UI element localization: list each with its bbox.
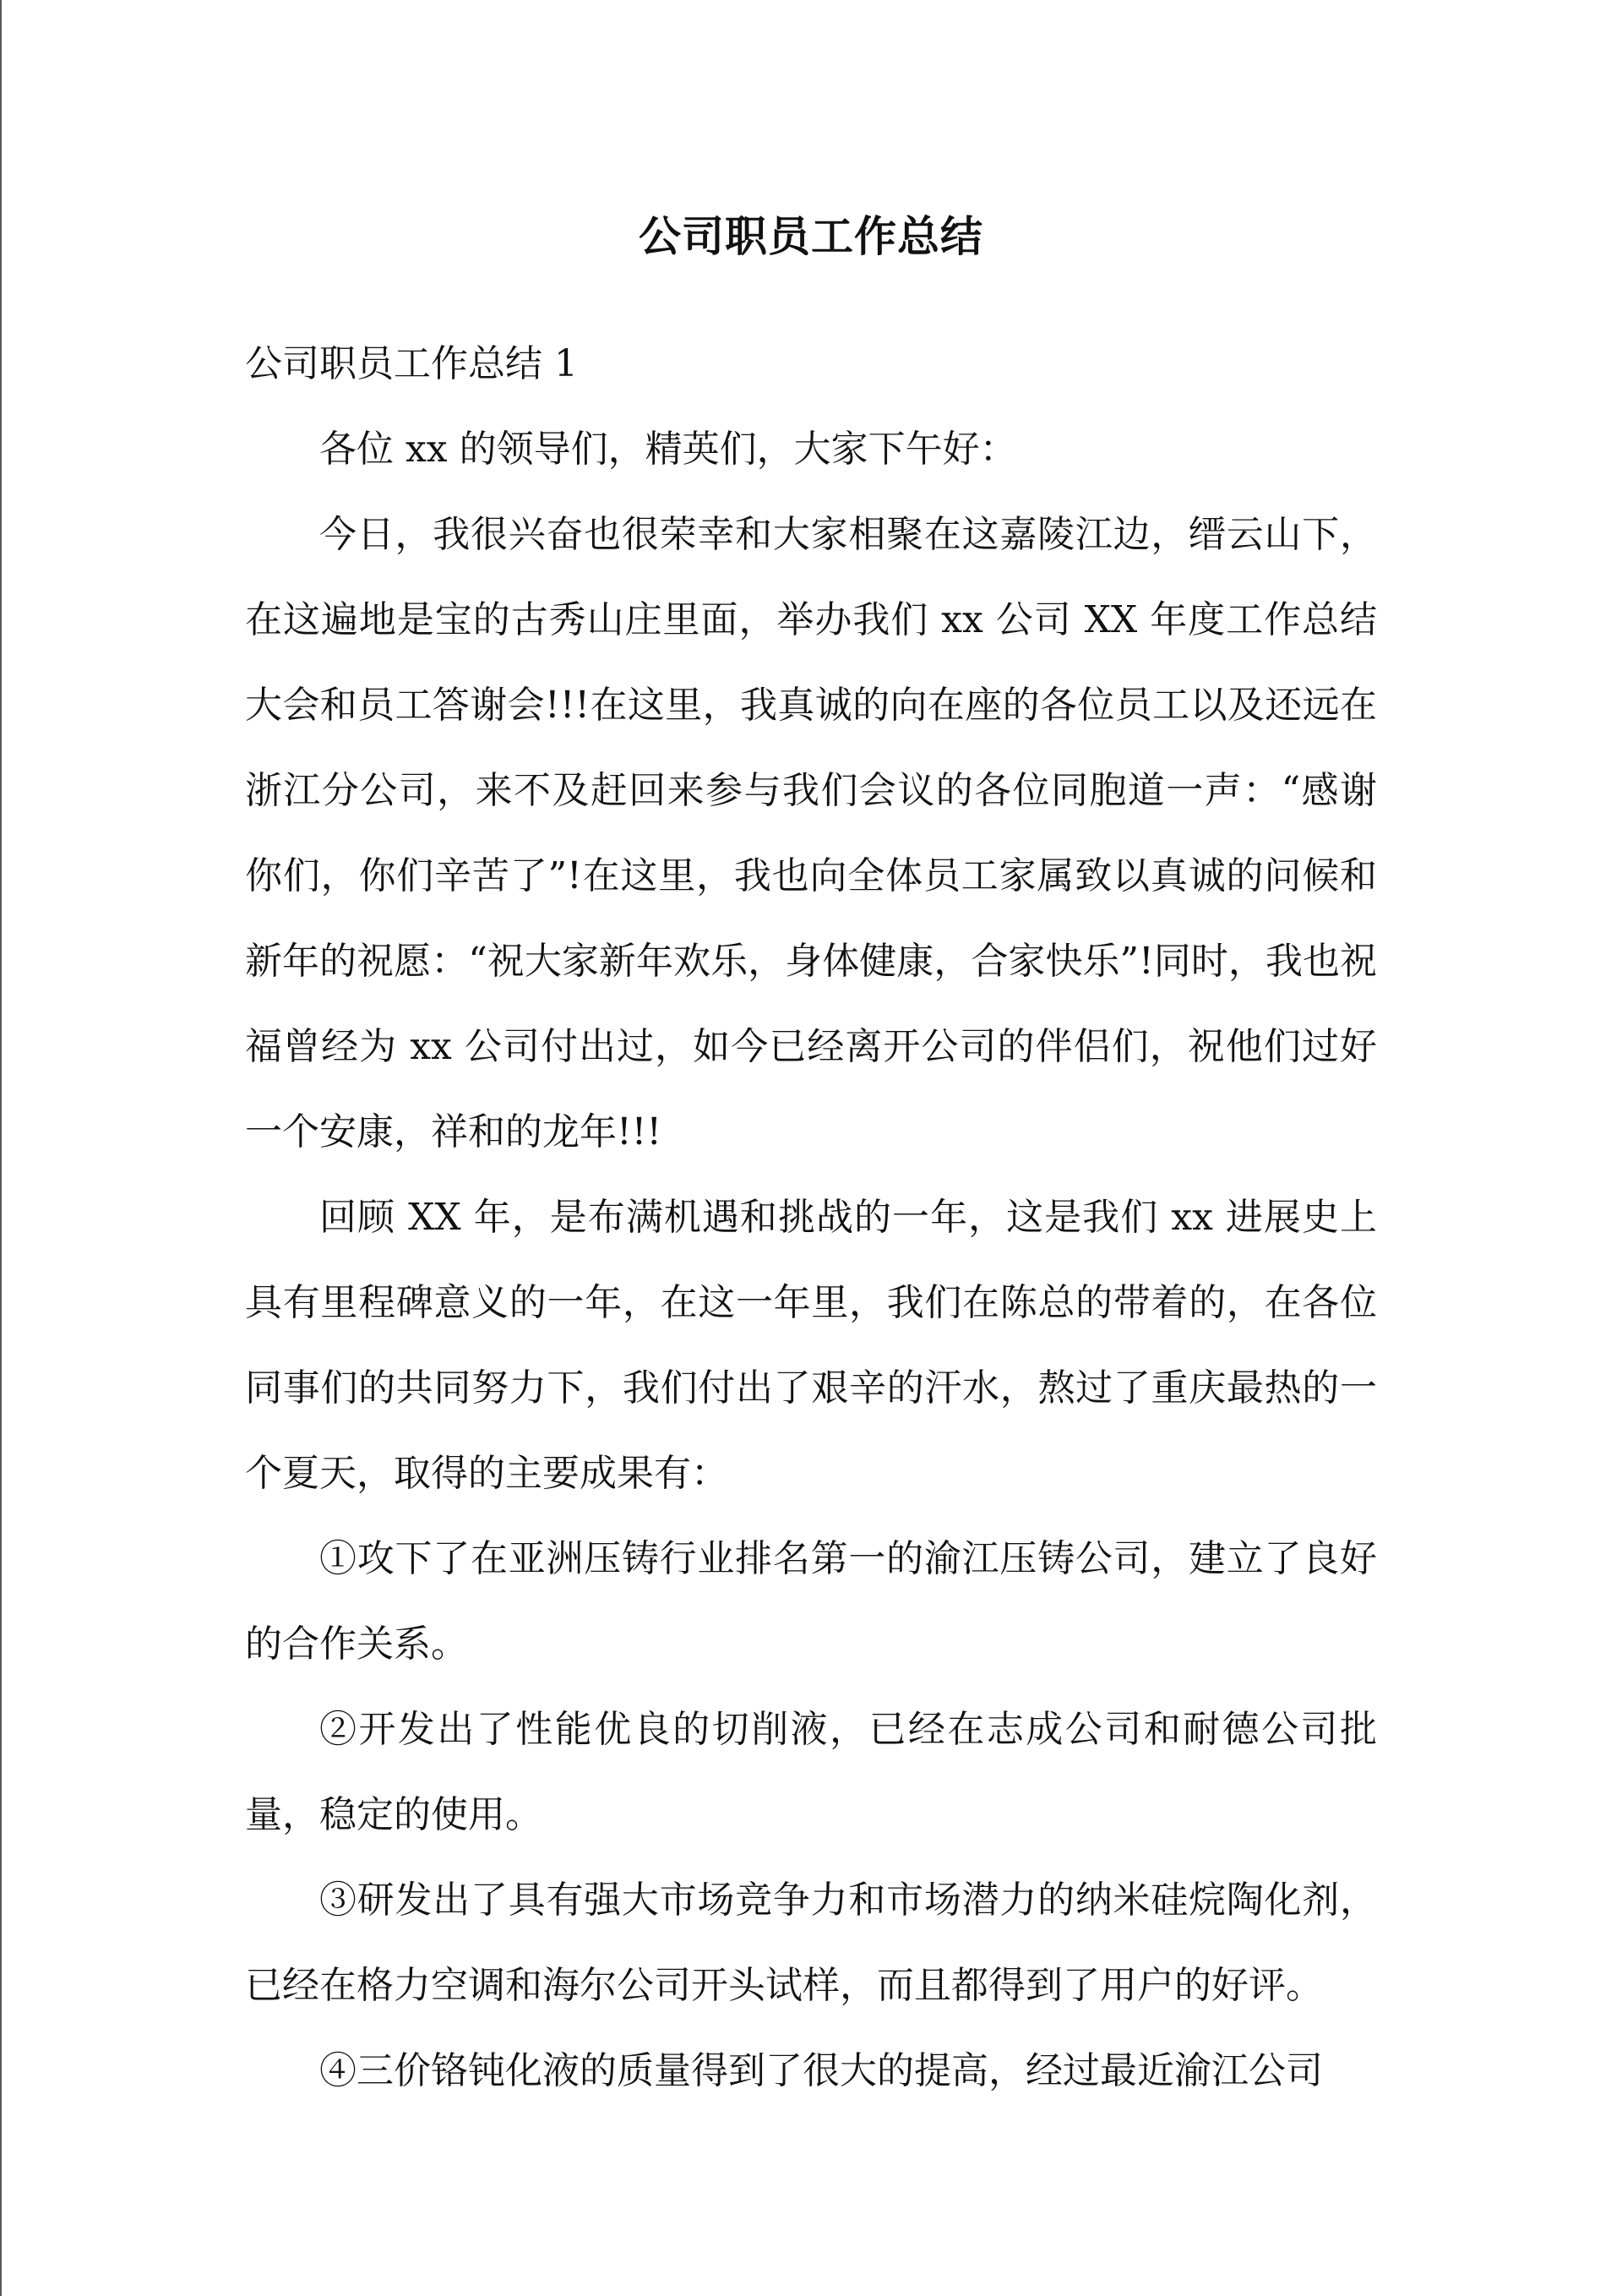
- section-heading: 公司职员工作总结 1: [245, 342, 578, 385]
- document-body: [245, 321, 1377, 2113]
- page-left-border: [0, 0, 2, 2296]
- paragraph-review: 回顾 XX 年，是布满机遇和挑战的一年，这是我们 xx 进展史上具有里程碑意义的一年，在这一年里，我们在陈总的带着的，在各位同事们的共同努力下，我们付出了艰辛的汗水，熬过了重庆最热的一个夏天，取得的主要成果有：: [245, 1196, 1377, 1495]
- document-title: 公司职员工作总结: [639, 211, 983, 261]
- paragraph-greeting: 各位 xx 的领导们，精英们，大家下午好：: [319, 428, 1017, 471]
- paragraph-achievement-1: ①攻下了在亚洲压铸行业排名第一的渝江压铸公司，建立了良好的合作关系。: [245, 1537, 1377, 1666]
- paragraph-achievement-3: ③研发出了具有强大市场竞争力和市场潜力的纳米硅烷陶化剂，已经在格力空调和海尔公司开头试样，而且都得到了用户的好评。: [245, 1879, 1377, 2007]
- paragraph-achievement-2: ②开发出了性能优良的切削液，已经在志成公司和耐德公司批量，稳定的使用。: [245, 1708, 1377, 1836]
- paragraph-welcome: 今日，我很兴奋也很荣幸和大家相聚在这嘉陵江边，缙云山下，在这遍地是宝的古秀山庄里面，举办我们 xx 公司 XX 年度工作总结大会和员工答谢会!!!在这里，我真诚的向在座的各位员工以及还远在浙江分公司，来不及赶回来参与我们会议的各位同胞道一声：“感谢你们，你们辛苦了”!在这里，我也向全体员工家属致以真诚的问候和新年的祝愿：“祝大家新年欢乐，身体健康，合家快乐”!同时，我也祝福曾经为 xx 公司付出过，如今已经离开公司的伴侣们，祝他们过好一个安康，祥和的龙年!!!: [245, 513, 1377, 1153]
- paragraph-achievement-4: ④三价铬钝化液的质量得到了很大的提高，经过最近渝江公司: [319, 2049, 1323, 2092]
